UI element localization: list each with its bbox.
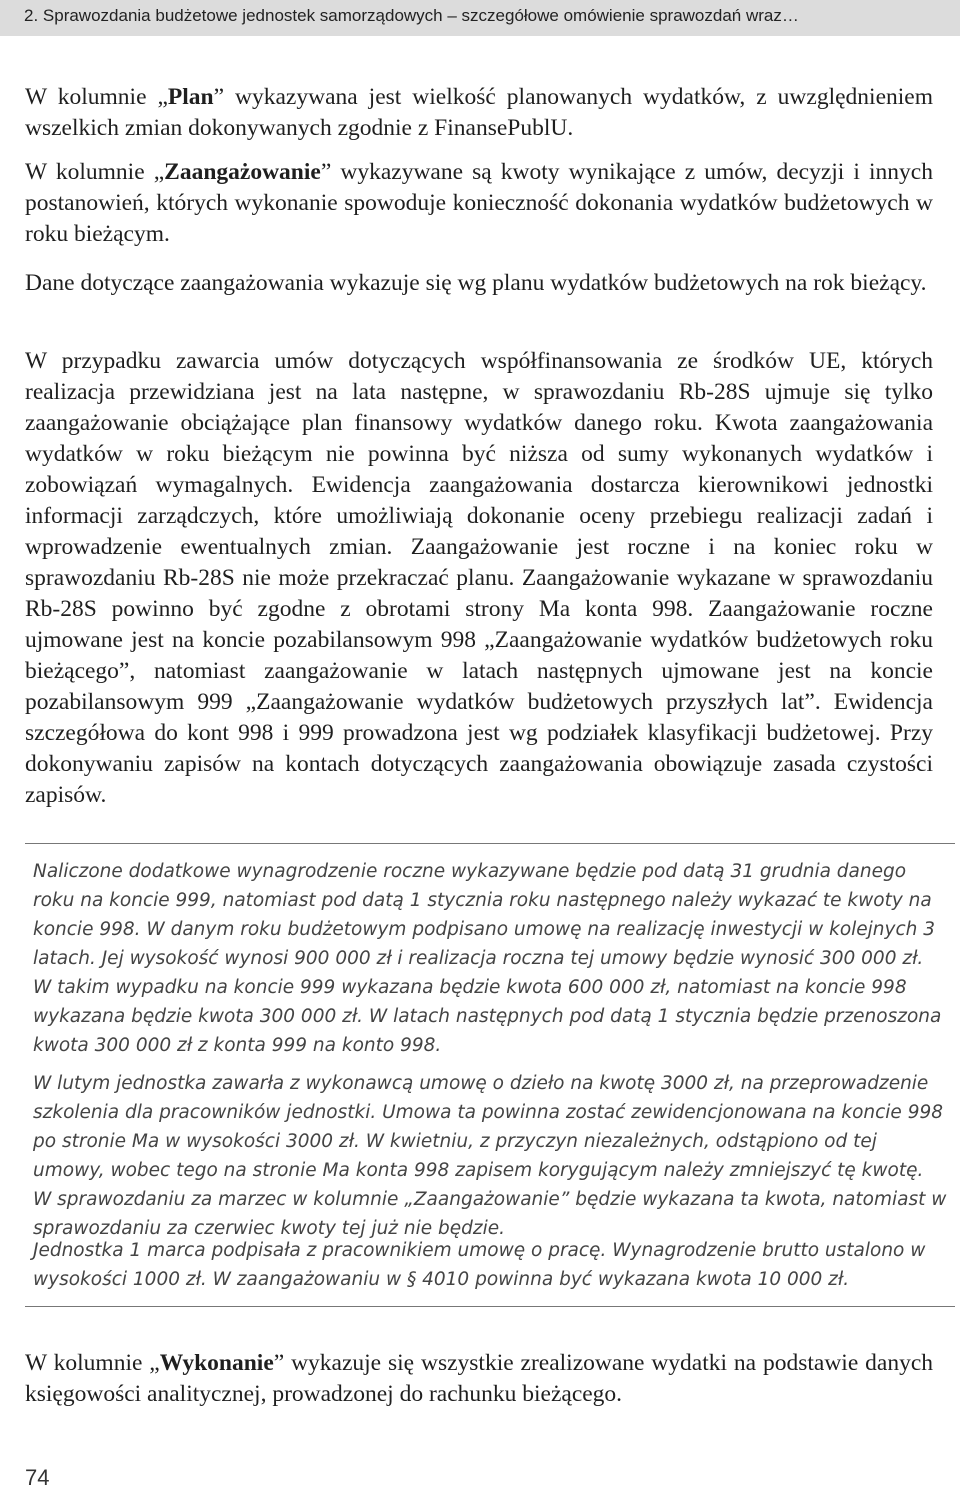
term-zaangazowanie: Zaangażowanie [164, 159, 321, 185]
example-umowa-o-prace: Jednostka 1 marca podpisała z pracownikiem umowę o pracę. Wynagrodzenie brutto ustalono w wysokości 1000 zł. W zaangażowaniu w § 4010 powinna być wykazana kwota 10 000 zł. [33, 1240, 926, 1290]
paragraph-plan [25, 82, 933, 144]
term-wykonanie: Wykonanie [159, 1350, 274, 1376]
paragraph-wykonanie-text: ” wykazuje się wszystkie zrealizowane wydatki na podstawie danych księgowości analitycznej, prowadzonej do rachunku bieżącego. [25, 1350, 933, 1407]
paragraph-dane-zaangazowania: Dane dotyczące zaangażowania wykazuje się wg planu wydatków budżetowych na rok bieżący. [25, 270, 927, 296]
paragraph-plan-text: ” wykazywana jest wielkość planowanych wydatków, z uwzględnieniem wszelkich zmian dokonywanych zgodnie z FinansePublU. [25, 84, 933, 141]
term-plan: Plan [167, 84, 214, 110]
paragraph-zaangazowanie-text: ” wykazywane są kwoty wynikające z umów, decyzji i innych postanowień, których wykonanie spowoduje konieczność dokonania wydatków budżetowych w roku bieżącym. [25, 159, 933, 247]
paragraph-plan-lead: W kolumnie „ [25, 84, 168, 110]
page-number: 74 [25, 1465, 50, 1490]
example-wynagrodzenie-roczne: Naliczone dodatkowe wynagrodzenie roczne wykazywane będzie pod datą 31 grudnia danego roku na koncie 999, natomiast pod datą 1 stycznia roku następnego należy wykazać te kwoty na koncie 998. W danym roku budżetowym podpisano umowę na realizację inwestycji w kolejnych 3 latach. Jej wysokość wynosi 900 000 zł i realizacja roczna tej umowy będzie wynosić 300 000 zł. W takim wypadku na koncie 999 wykazana będzie kwota 600 000 zł, natomiast na koncie 998 wykazana będzie kwota 300 000 zł. W latach następnych pod datą 1 stycznia będzie przenoszona kwota 300 000 zł z konta 999 na konto 998. [33, 861, 942, 1056]
paragraph-wykonanie-lead: W kolumnie „ [25, 1350, 160, 1376]
paragraph-zaangazowanie-lead: W kolumnie „ [25, 159, 165, 185]
paragraph-zaangazowanie [25, 157, 933, 250]
running-header-title: 2. Sprawozdania budżetowe jednostek samorządowych – szczegółowe omówienie sprawozdań wraz… [24, 6, 799, 25]
running-header [0, 0, 960, 36]
examples-box [25, 843, 955, 1307]
paragraph-wspolfinansowanie: W przypadku zawarcia umów dotyczących współfinansowania ze środków UE, których realizacja przewidziana jest na lata następne, w sprawozdaniu Rb-28S ujmuje się tylko zaangażowanie obciążające plan finansowy wydatków danego roku. Kwota zaangażowania wydatków w roku bieżącym nie powinna być niższa od sumy wykonanych wydatków i zobowiązań wymagalnych. Ewidencja zaangażowania dostarcza kierownikowi jednostki informacji zarządczych, które umożliwiają dokonanie oceny przebiegu realizacji zadań i wprowadzenie ewentualnych zmian. Zaangażowanie jest roczne i na koniec roku w sprawozdaniu Rb-28S nie może przekraczać planu. Zaangażowanie wykazane w sprawozdaniu Rb-28S powinno być zgodne z obrotami strony Ma konta 998. Zaangażowanie roczne ujmowane jest na koncie pozabilansowym 998 „Zaangażowanie wydatków budżetowych roku bieżącego”, natomiast zaangażowanie w latach następnych ujmowane jest na koncie pozabilansowym 999 „Zaangażowanie wydatków budżetowych przyszłych lat”. Ewidencja szczegółowa do kont 998 i 999 prowadzona jest wg podziałek klasyfikacji budżetowej. Przy dokonywaniu zapisów na kontach dotyczących zaangażowania obowiązuje zasada czystości zapisów. [25, 348, 933, 808]
example-umowa-o-dzielo: W lutym jednostka zawarła z wykonawcą umowę o dzieło na kwotę 3000 zł, na przeprowadzenie szkolenia dla pracowników jednostki. Umowa ta powinna zostać zewidencjonowana na koncie 998 po stronie Ma w wysokości 3000 zł. W kwietniu, z przyczyn niezależnych, odstąpiono od tej umowy, wobec tego na stronie Ma konta 998 zapisem korygującym należy zmniejszyć tę kwotę. W sprawozdaniu za marzec w kolumnie „Zaangażowanie” będzie wykazana ta kwota, natomiast w sprawozdaniu za czerwiec kwoty tej już nie będzie. [33, 1073, 947, 1239]
paragraph-wykonanie [25, 1348, 933, 1410]
